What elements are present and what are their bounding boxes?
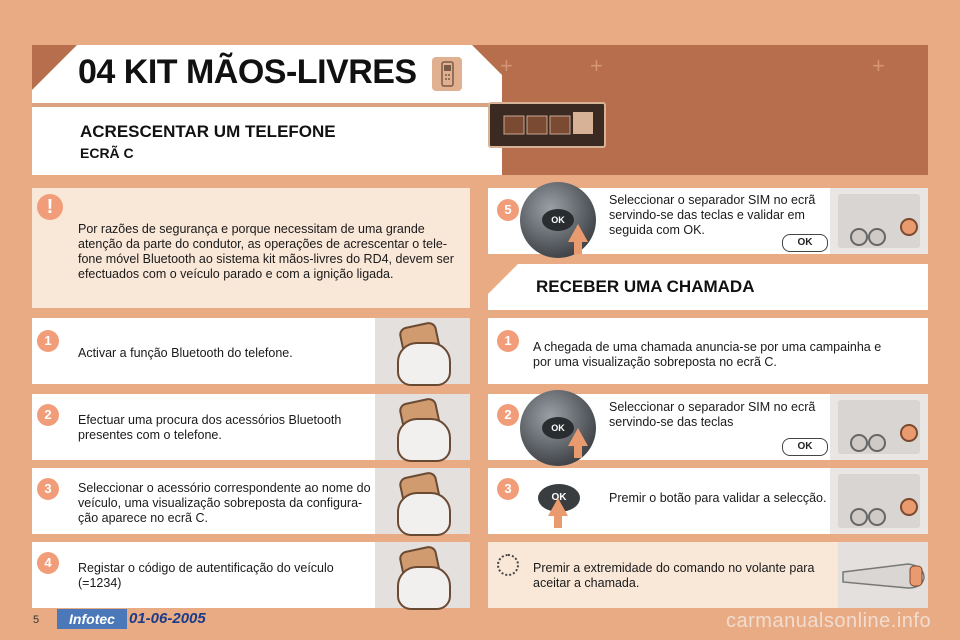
step-number: 1 xyxy=(37,330,59,352)
step-number: 3 xyxy=(497,478,519,500)
step-number: 4 xyxy=(37,552,59,574)
page-title: 04 KIT MÃOS-LIVRES xyxy=(78,53,417,91)
radio-highlighted-knob-icon xyxy=(900,498,918,516)
hand-icon xyxy=(397,566,451,610)
radio-highlighted-knob-icon xyxy=(900,218,918,236)
decor-plus-icon: + xyxy=(872,53,885,78)
phone-hand-illustration xyxy=(375,318,470,384)
step-text: Activar a função Bluetooth do telefone. xyxy=(78,346,293,360)
direction-pad-icon xyxy=(520,182,596,258)
radio-knob-icon xyxy=(850,508,868,526)
phone-hand-illustration xyxy=(375,542,470,608)
hand-icon xyxy=(397,492,451,536)
hand-icon xyxy=(397,418,451,462)
hand-icon xyxy=(397,342,451,386)
decor-plus-icon: + xyxy=(500,53,513,78)
radio-knob-icon xyxy=(868,434,886,452)
radio-highlighted-knob-icon xyxy=(900,424,918,442)
step-number: 1 xyxy=(497,330,519,352)
step-text: A chegada de uma chamada anuncia-se por uma campainha e por uma visualização sobreposta no ecrã C. xyxy=(533,340,882,369)
radio-knob-icon xyxy=(850,228,868,246)
screen-display-icon xyxy=(488,102,606,148)
press-arrow-stem xyxy=(574,444,582,458)
radio-unit-illustration xyxy=(830,188,928,254)
steering-stalk-icon xyxy=(838,542,928,608)
page-number: 5 xyxy=(33,614,40,626)
footer-date: 01-06-2005 xyxy=(129,610,206,627)
ok-key-icon: OK xyxy=(782,234,828,252)
watermark: carmanualsonline.info xyxy=(726,610,932,632)
step-text: Seleccionar o separador SIM no ecrã servindo-se das teclas e validar em seguida com OK. xyxy=(609,193,816,237)
radio-knob-icon xyxy=(868,228,886,246)
decor-plus-icon: + xyxy=(590,53,603,78)
tip-sun-icon xyxy=(497,554,519,576)
steering-stalk-illustration xyxy=(838,542,928,608)
ok-button-icon: OK xyxy=(538,484,580,512)
infotec-logo: Infotec xyxy=(57,609,127,629)
warning-icon: ! xyxy=(37,194,63,220)
step-number: 2 xyxy=(497,404,519,426)
phone-hand-illustration xyxy=(375,394,470,460)
step-text: Registar o código de autentificação do veículo (=1234) xyxy=(78,561,334,590)
pad-ok-label: OK xyxy=(542,209,574,231)
radio-unit-illustration xyxy=(830,468,928,534)
step-number: 2 xyxy=(37,404,59,426)
step-text: Seleccionar o separador SIM no ecrã servindo-se das teclas xyxy=(609,400,816,429)
step-number: 5 xyxy=(497,199,519,221)
pad-ok-label: OK xyxy=(542,417,574,439)
press-arrow-stem xyxy=(574,240,582,254)
step-text: Efectuar uma procura dos acessórios Bluetooth presentes com o telefone. xyxy=(78,413,342,442)
warning-text: Por razões de segurança e porque necessitam de uma grande atenção da parte do condutor, as operações de acrescentar o tele-fone móvel Bluetooth ao sistema kit mãos-livres do RD4, devem ser efectuados com o veículo parado e com a ignição ligada. xyxy=(78,222,454,281)
ok-key-icon: OK xyxy=(782,438,828,456)
press-arrow-stem xyxy=(554,514,562,528)
tip-text: Premir a extremidade do comando no volante para aceitar a chamada. xyxy=(533,561,815,590)
step-text: Premir o botão para validar a selecção. xyxy=(609,491,827,505)
step-number: 3 xyxy=(37,478,59,500)
step-text: Seleccionar o acessório correspondente ao nome do veículo, uma visualização sobreposta da configura-ção aparece no ecrã C. xyxy=(78,481,371,525)
radio-knob-icon xyxy=(850,434,868,452)
section-subtitle: ECRÃ C xyxy=(80,145,134,161)
radio-knob-icon xyxy=(868,508,886,526)
header-divider xyxy=(32,103,502,107)
phone-hand-illustration xyxy=(375,468,470,534)
receive-title: RECEBER UMA CHAMADA xyxy=(536,277,755,296)
phone-icon xyxy=(432,57,462,91)
section-title: ACRESCENTAR UM TELEFONE xyxy=(80,122,336,141)
radio-unit-illustration xyxy=(830,394,928,460)
